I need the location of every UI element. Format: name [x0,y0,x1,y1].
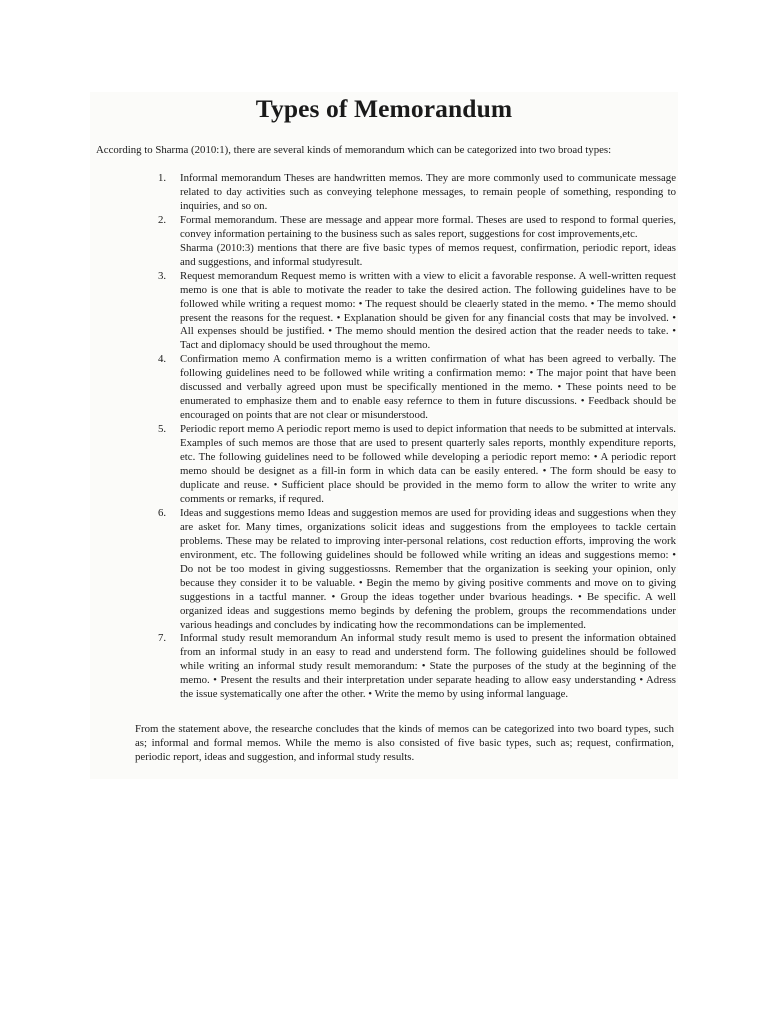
list-item [158,423,678,507]
list-item [158,213,678,270]
conclusion-paragraph: From the statement above, the researche concludes that the kinds of memos can be categorized into two board types, such as; informal and formal memos. While the memo is also consisted of five basic types, such as; request, confirmation, periodic report, ideas and suggestion, and informal study results. [135,723,674,764]
list-item-text: Periodic report memo A periodic report memo is used to depict information that needs to be submitted at intervals. Examples of such memos are those that are used to present quarterly sales reports, monthly expenditure reports, etc. The following guidelines need to be followed while developing a periodic report memo: • A periodic report memo should be designet as a fill-in form in which data can be easily entered. • The form should be easy to duplicate and reuse. • Sufficient place should be provided in the memo form to allow the writer to write any comments or remarks, if requred. [180,423,676,505]
list-item [158,353,678,423]
list-item-number: 1. [158,172,167,184]
list-item-text: Informal study result memorandum An informal study result memo is used to present the information obtained from an informal study in an easy to read and understend form. The following guidelines should be followed while writing an informal study result memorandum: • State the purposes of the study at the beginning of the memo. • Present the results and their interpretation under separate heading to allow easy understanding • Adress the issue systematically one after the other. • Write the memo by using informal language. [180,632,676,701]
list-item-text: Formal memorandum. These are message and appear more formal. Theses are used to respond to formal queries, convey information pertaining to the business such as sales report, suggestions for cost improvements,etc. [180,213,676,240]
list-item-number: 4. [158,353,167,366]
list-item [158,506,678,633]
memo-types-list [90,172,678,702]
list-item-number: 3. [158,269,167,282]
intro-paragraph: According to Sharma (2010:1), there are several kinds of memorandum which can be categorized into two broad types: [96,144,612,156]
list-item-text: Confirmation memo A confirmation memo is a written confirmation of what has been agreed to verbally. The following guidelines need to be followed while writing a confirmation memo: • The major point that have been discussed and verbally agreed upon must be specifically mentioned in the memo. • These points need to be enumerated to emphasize them and to enable easy refernce to them in future discussions. • Feedback should be encouraged on points that are not clear or misunderstood. [180,353,676,422]
list-item-number: 2. [158,213,167,226]
list-item-number: 7. [158,632,167,645]
document-page [90,92,678,779]
list-item-text: Ideas and suggestions memo Ideas and suggestion memos are used for providing ideas and suggestions when they are asket for. Many times, organizations solicit ideas and suggestions from the employees to tackle certain problems. These may be related to improving inter-personal relations, cost reduction efforts, improving the work environment, etc. The following guidelines should be followed while writing an ideas and suggestions memo: • Do not be too modest in giving suggestiossns. Remember that the organization is seeking your opinion, only because they consider it to be valuable. • Begin the memo by giving positive comments and move on to giving suggestions in a tactful manner. • Group the ideas together under bvarious headings. • Be specific. A well organized ideas and suggestions memo beginds by defening the problem, groups the recommendations under various headings and concludes by indicating how the recommondations can be implemented. [180,506,676,631]
list-item-number: 6. [158,506,167,519]
list-item-number: 5. [158,423,167,436]
list-item-text: Request memorandum Request memo is written with a view to elicit a favorable response. A well-written request memo is one that is able to motivate the reader to take the desired action. The following guidelines have to be followed while writing a request momo: • The request should be cleaerly stated in the memo. • The memo should present the reasons for the request. • Explanation should be given for any financial costs that may be involved. • All expenses should be justified. • The memo should mention the desired action that the reader needs to take. • Tact and diplomacy should be used throughout the memo. [180,269,676,352]
list-item-note: Sharma (2010:3) mentions that there are five basic types of memos request, confirmation, periodic report, ideas and suggestions, and informal studyresult. [180,241,676,268]
list-item-text: Informal memorandum Theses are handwritten memos. They are more commonly used to communicate message related to day activities such as conveying telephone messages, to remain people of something, responding to inquiries, and so on. [180,172,676,212]
document-title: Types of Memorandum [255,94,513,123]
list-item [158,172,678,214]
list-item [158,632,678,702]
list-item [158,269,678,354]
